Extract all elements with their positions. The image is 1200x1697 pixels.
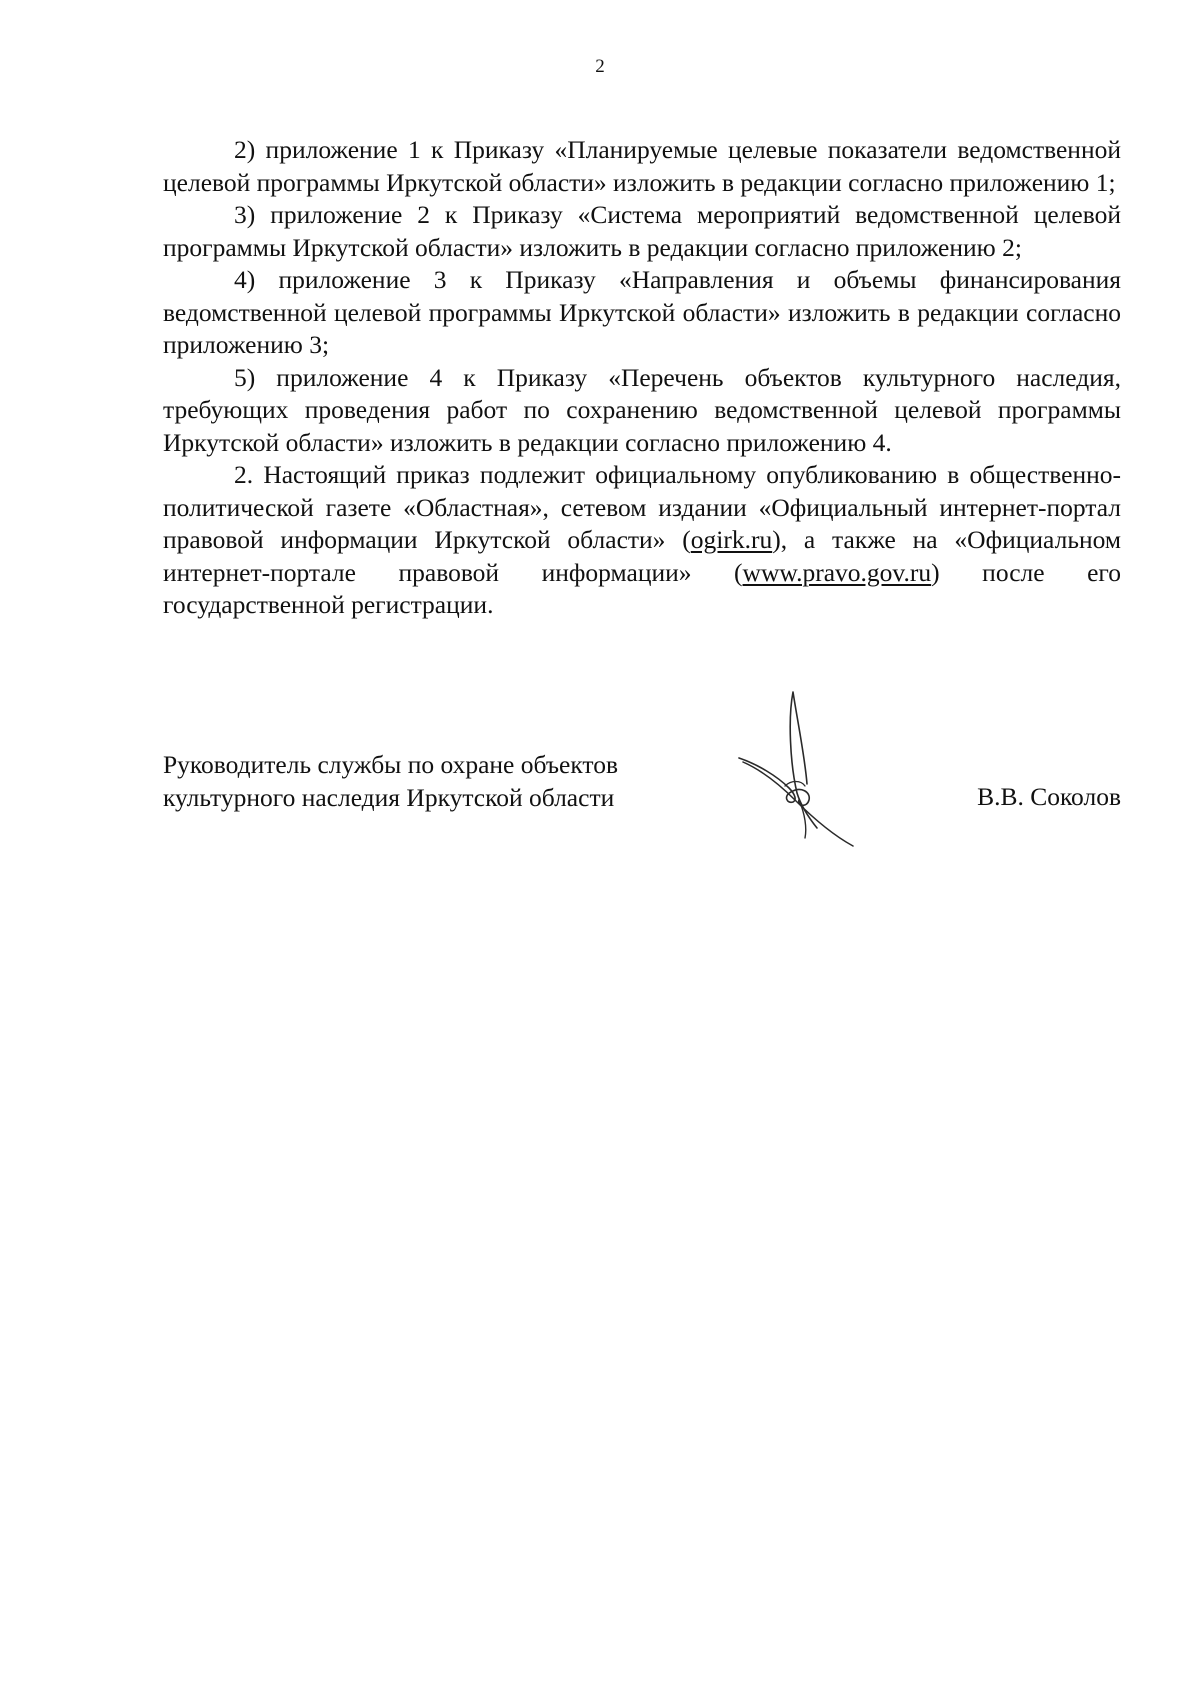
signatory-position [163,749,683,814]
handwritten-signature-icon [735,688,855,848]
paragraph-publication [163,459,1121,622]
paragraph-item-4: 4) приложение 3 к Приказу «Направления и объемы финансирования ведомственной целевой программы Иркутской области» изложить в редакции согласно приложению 3; [163,265,1121,359]
publication-text-1: 2. Настоящий приказ подлежит официальному опубликованию в общественно-политической газете «Областная», сетевом издании «Официальный интернет-портал правовой информации Иркутской области» ( [163,460,1121,554]
ogirk-link[interactable]: ogirk.ru [690,525,773,554]
signatory-name: В.В. Соколов [977,782,1121,811]
paragraph-item-3: 3) приложение 2 к Приказу «Система мероприятий ведомственной целевой программы Иркутской области» изложить в редакции согласно приложению 2; [163,200,1121,262]
publication-text-2: ), а также на «Официальном интернет-портале правовой информации» ( [163,525,1121,587]
pravo-gov-link[interactable]: www.pravo.gov.ru [742,557,932,587]
page-number: 2 [595,56,605,77]
document-body [163,134,1121,622]
signatory-position-line-1: Руководитель службы по охране объектов [163,750,618,779]
signature-block [163,749,1121,869]
paragraph-item-2: 2) приложение 1 к Приказу «Планируемые целевые показатели ведомственной целевой программы Иркутской области» изложить в редакции согласно приложению 1; [163,135,1121,197]
paragraph-item-5: 5) приложение 4 к Приказу «Перечень объектов культурного наследия, требующих проведения работ по сохранению ведомственной целевой программы Иркутской области» изложить в редакции согласно приложению 4. [163,362,1121,457]
publication-text-3: ) после его государственной регистрации. [163,557,1121,619]
signatory-position-line-2: культурного наследия Иркутской области [163,782,615,812]
